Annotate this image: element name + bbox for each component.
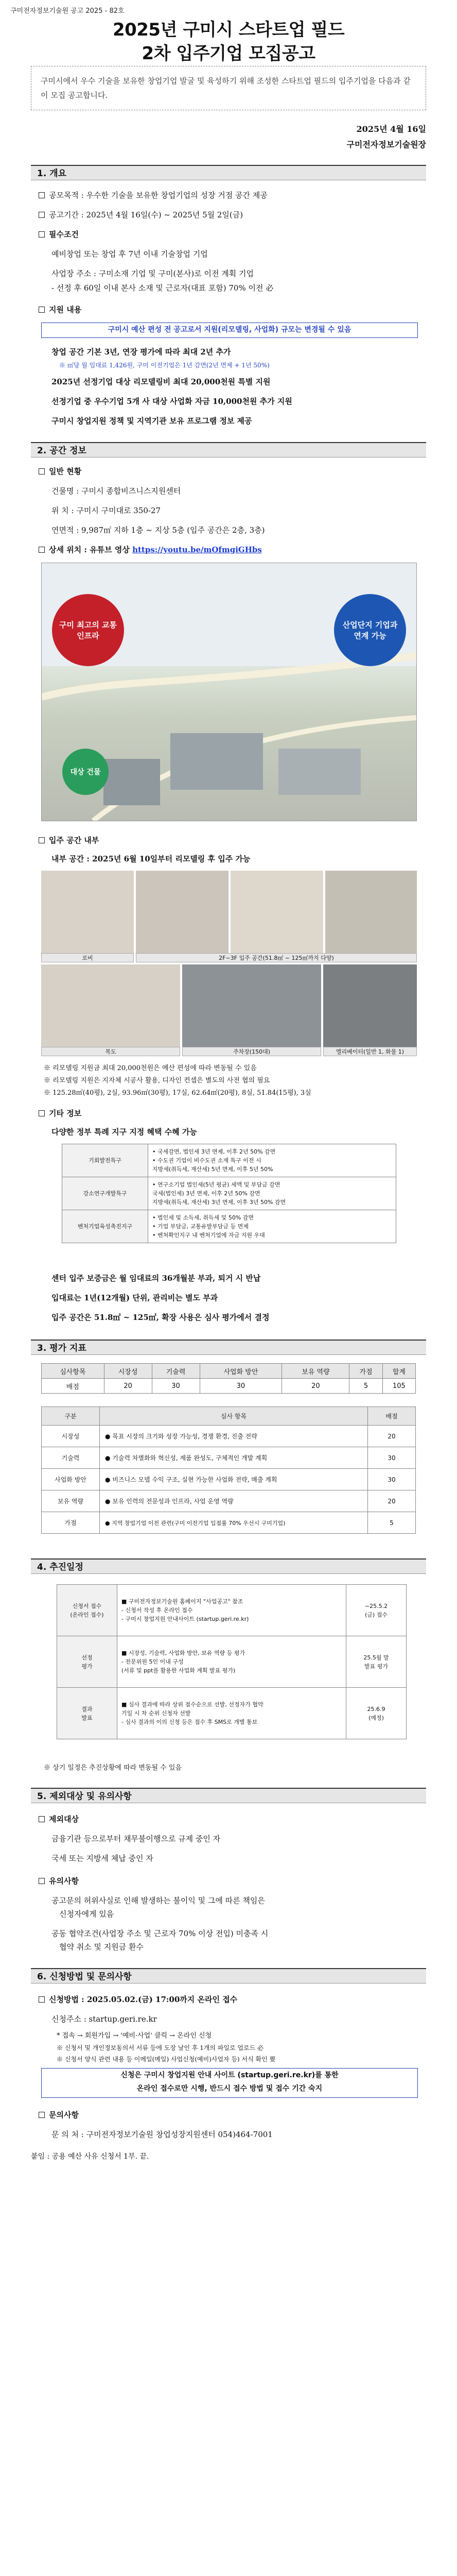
schedule-stage: 신청서 접수 (온라인 접수) bbox=[57, 1585, 117, 1636]
inside-sub: 내부 공간 : 2025년 6월 10일부터 리모델링 후 입주 가능 bbox=[51, 854, 251, 863]
photo-parking bbox=[182, 964, 321, 1047]
table-row bbox=[62, 1144, 396, 1177]
map-badge-transport: 구미 최고의 교통 인프라 bbox=[52, 594, 124, 666]
table-header: 시장성 bbox=[104, 1364, 152, 1379]
intro-text: 구미시에서 우수 기술을 보유한 창업기업 발굴 및 육성하기 위해 조성한 스타트업 필드의 입주기업을 다음과 같이 모집 공고합니다. bbox=[31, 66, 426, 110]
checkbox-icon bbox=[39, 547, 45, 553]
table-header: 구분 bbox=[42, 1407, 100, 1426]
contact-info: 문 의 처 : 구미전자정보기술원 창업성장지원센터 054)464-7001 bbox=[51, 2130, 273, 2139]
apply-flow: * 접속 → 회원가입 → '예비·사업' 클릭 → 온라인 신청 bbox=[57, 2032, 212, 2040]
table-row bbox=[42, 1512, 416, 1534]
req3: - 선정 후 60일 이내 본사 소재 및 근로자(대표 포함) 70% 이전 必 bbox=[51, 283, 274, 293]
zone-desc: • 국세감면, 법인세 3년 면제, 이후 2년 50% 감면 • 수도권 기업이 비수도권 소재 특구 이전 시 지방세(취득세, 재산세) 5년 면제, 이후 5년 50% bbox=[148, 1144, 396, 1177]
caution-title: 유의사항 bbox=[49, 1876, 79, 1886]
section-exclusion: 5. 제외대상 및 유의사항 bbox=[31, 1788, 426, 1803]
zone-name: 강소연구개발특구 bbox=[62, 1177, 148, 1210]
inside-heading bbox=[39, 835, 99, 846]
building-name: 건물명 : 구미시 종합비즈니스지원센터 bbox=[51, 486, 181, 496]
table-header: 보유 역량 bbox=[282, 1364, 349, 1379]
caution-heading bbox=[39, 1875, 79, 1887]
caption-parking: 주차장(150대) bbox=[182, 1047, 321, 1056]
apply-method bbox=[39, 1994, 237, 2005]
table-cell: 기술력 bbox=[42, 1447, 100, 1469]
section-schedule: 4. 추진일정 bbox=[31, 1558, 426, 1574]
req1: 예비창업 또는 창업 후 7년 이내 기술창업 기업 bbox=[51, 249, 208, 259]
table-cell: 사업화 방안 bbox=[42, 1469, 100, 1490]
support-title: 지원 내용 bbox=[49, 305, 82, 314]
checkbox-icon bbox=[39, 1878, 45, 1884]
table-row bbox=[42, 1426, 416, 1447]
score-detail-table bbox=[41, 1406, 416, 1534]
schedule-date: 25.6.9 (예정) bbox=[346, 1688, 407, 1739]
photo-office-3 bbox=[325, 871, 417, 953]
page-subtitle: 2차 입주기업 모집공고 bbox=[142, 43, 315, 64]
requirement-heading bbox=[39, 229, 79, 240]
table-cell: ● 목표 시장의 크기와 성장 가능성, 경쟁 환경, 진출 전략 bbox=[100, 1426, 368, 1447]
table-cell: 5 bbox=[368, 1512, 416, 1534]
zone-table bbox=[62, 1144, 396, 1243]
table-cell: ● 비즈니스 모델 수익 구조, 실현 가능한 사업화 전략, 매출 계획 bbox=[100, 1469, 368, 1490]
footer-attachment: 붙임 : 공용 예산 사유 신청서 1부. 끝. bbox=[31, 2153, 149, 2161]
schedule-stage: 선정 평가 bbox=[57, 1636, 117, 1688]
other-sub: 다양한 정부 특례 지구 지정 혜택 수혜 가능 bbox=[51, 1127, 197, 1137]
table-cell: ● 지역 창업기업 이전 관련(구미 이전기업 입점률 70% 우선시 구미기업) bbox=[100, 1512, 368, 1534]
checkbox-icon bbox=[39, 192, 45, 198]
schedule-table bbox=[57, 1584, 407, 1739]
apply-note-1: ※ 신청서 및 개인정보동의서 서류 등에 도장 날인 후 1개의 파일로 업로드 必 bbox=[57, 2044, 263, 2052]
apply-site: 신청주소 : startup.geri.re.kr bbox=[51, 2014, 157, 2024]
caution-2: 공동 협약조건(사업장 주소 및 근로자 70% 이상 전입) 미충족 시 bbox=[51, 1929, 269, 1938]
budget-banner: 구미시 예산 편성 전 공고로서 지원(리모델링, 사업화) 규모는 변경될 수 있음 bbox=[41, 323, 418, 338]
schedule-date: ~25.5.2 (금) 접수 bbox=[346, 1585, 407, 1636]
photo-corridor bbox=[41, 964, 180, 1047]
checkbox-icon bbox=[39, 1110, 45, 1116]
table-cell: 30 bbox=[368, 1469, 416, 1490]
table-cell: 20 bbox=[368, 1426, 416, 1447]
support-1-note: ※ ㎡당 월 임대료 1,426원, 구미 이전기업은 1년 감면(2년 면제 + 1년 50%) bbox=[59, 362, 270, 369]
remodel-note-1: ※ 리모델링 지원금 최대 20,000천원은 예산 편성에 따라 변동될 수 있음 bbox=[44, 1064, 257, 1072]
table-header: 사업화 방안 bbox=[200, 1364, 282, 1379]
caution-2b: 협약 취소 및 지원금 환수 bbox=[59, 1942, 144, 1952]
section-apply: 6. 신청방법 및 문의사항 bbox=[31, 1968, 426, 1984]
video-row bbox=[39, 544, 262, 555]
other-heading bbox=[39, 1108, 81, 1119]
table-header: 심사 항목 bbox=[100, 1407, 368, 1426]
photo-office-2 bbox=[231, 871, 323, 953]
apply-note-2: ※ 신청서 양식 관련 내용 등 이메일(메일) 사업신청(예비)사업자 등) 서식 확인 要 bbox=[57, 2056, 276, 2063]
building-area: 연면적 : 9,987㎡ 지하 1층 ~ 지상 5층 (입주 공간은 2층, 3층) bbox=[51, 526, 265, 535]
checkbox-icon bbox=[39, 212, 45, 218]
checkbox-icon bbox=[39, 307, 45, 313]
table-row bbox=[42, 1379, 416, 1394]
table-cell: 30 bbox=[368, 1447, 416, 1469]
schedule-note: ※ 상기 일정은 추진상황에 따라 변동될 수 있음 bbox=[44, 1764, 182, 1772]
room-size-note: ※ 125.28㎡(40평), 2실, 93.96㎡(30평), 17실, 62.64㎡(20평), 8실, 51.84(15평), 3실 bbox=[44, 1089, 311, 1097]
inside-title: 입주 공간 내부 bbox=[49, 836, 99, 845]
requirement-title: 필수조건 bbox=[49, 230, 79, 239]
schedule-desc: ■ 심사 결과에 따라 상위 점수순으로 선발, 선정자가 협약 기일 시 차 순위 신청자 선발 - 심사 결과의 이의 신청 등은 접수 후 SMS로 개별 통보 bbox=[117, 1688, 346, 1739]
table-row bbox=[62, 1177, 396, 1210]
purpose-text: 공모목적 : 우수한 기술을 보유한 창업기업의 성장 거점 공간 제공 bbox=[49, 191, 268, 200]
apply-notice-box bbox=[41, 2068, 418, 2098]
schedule-desc: ■ 구미전자정보기술원 홈페이지 "사업공고" 참조 - 신청서 작성 후 온라인 접수 - 구미시 창업지원 안내사이트 (startup.geri.re.kr) bbox=[117, 1585, 346, 1636]
table-cell: 보유 역량 bbox=[42, 1490, 100, 1512]
exclusion-heading bbox=[39, 1814, 79, 1825]
space-size-info: 입주 공간은 51.8㎡ ~ 125㎡, 확장 사용은 심사 평가에서 결정 bbox=[51, 1313, 270, 1322]
zone-name: 기회발전특구 bbox=[62, 1144, 148, 1177]
remodel-note-2: ※ 리모델링 지원은 지자체 시공사 활용, 디자인 컨셉은 별도의 사전 협의 필요 bbox=[44, 1077, 270, 1084]
building-location: 위 치 : 구미시 구미대로 350-27 bbox=[51, 506, 161, 515]
table-header: 배점 bbox=[368, 1407, 416, 1426]
caption-corridor: 복도 bbox=[41, 1047, 180, 1056]
table-cell: ● 보유 인력의 전문성과 인프라, 사업 운영 역량 bbox=[100, 1490, 368, 1512]
caption-elevator: 엘리베이터(일반 1, 화물 1) bbox=[323, 1047, 417, 1056]
section-space: 2. 공간 정보 bbox=[31, 442, 426, 457]
period-row bbox=[39, 209, 243, 221]
schedule-date: 25.5월 말 발표 평가 bbox=[346, 1636, 407, 1688]
apply-notice-line-1: 신청은 구미시 창업지원 안내 사이트 (startup.geri.re.kr)를 통한 bbox=[120, 2071, 339, 2079]
table-row bbox=[57, 1636, 407, 1688]
score-summary-table bbox=[41, 1363, 416, 1394]
caption-office: 2F~3F 입주 공간(51.8㎡ ~ 125㎡까지 다양) bbox=[136, 953, 417, 962]
support-2: 2025년 선정기업 대상 리모델링비 최대 20,000천원 특별 지원 bbox=[51, 377, 271, 386]
table-cell: 5 bbox=[349, 1379, 382, 1394]
schedule-desc: ■ 시장성, 기술력, 사업화 방안, 보유 역량 등 평가 - 전문위원 5인 이내 구성 (서류 및 ppt를 활용한 사업화 계획 발표 평가) bbox=[117, 1636, 346, 1688]
section-evaluation: 3. 평가 지표 bbox=[31, 1340, 426, 1355]
checkbox-icon bbox=[39, 837, 45, 843]
table-header: 가점 bbox=[349, 1364, 382, 1379]
photo-elevator bbox=[323, 964, 417, 1047]
doc-number: 구미전자정보기술원 공고 2025 - 82호 bbox=[10, 7, 125, 15]
table-row bbox=[42, 1490, 416, 1512]
table-cell: 가점 bbox=[42, 1512, 100, 1534]
support-3: 선정기업 중 우수기업 5개 사 대상 사업화 자금 10,000천원 추가 지원 bbox=[51, 397, 292, 406]
rent-info: 입대료는 1년(12개월) 단위, 관리비는 별도 부과 bbox=[51, 1293, 218, 1302]
table-row bbox=[42, 1469, 416, 1490]
youtube-link[interactable]: https://youtu.be/mOfmgiGHbs bbox=[132, 545, 262, 554]
table-row bbox=[42, 1447, 416, 1469]
checkbox-icon bbox=[39, 468, 45, 474]
table-cell: 105 bbox=[382, 1379, 415, 1394]
deposit-info: 센터 입주 보증금은 월 임대료의 36개월분 부과, 퇴거 시 반납 bbox=[51, 1274, 261, 1283]
req2: 사업장 주소 : 구미소재 기업 및 구미(본사)로 이전 계획 기업 bbox=[51, 269, 254, 278]
photo-lobby bbox=[41, 871, 134, 953]
zone-desc: • 연구소기업 법인세(5년 평균) 세액 및 부담금 감면 국세(법인세) 3년 면제, 이후 2년 50% 감면 지방세(취득세, 재산세) 3년 면제, 이후 3년 50% 감면 bbox=[148, 1177, 396, 1210]
table-row bbox=[62, 1210, 396, 1243]
schedule-stage: 결과 발표 bbox=[57, 1688, 117, 1739]
apply-notice-line-2: 온라인 접수로만 시행, 반드시 접수 방법 및 접수 기간 숙지 bbox=[136, 2084, 323, 2093]
caption-lobby: 로비 bbox=[41, 953, 134, 962]
checkbox-icon bbox=[39, 1816, 45, 1822]
checkbox-icon bbox=[39, 1996, 45, 2003]
checkbox-icon bbox=[39, 231, 45, 238]
table-cell: 시장성 bbox=[42, 1426, 100, 1447]
apply-method-text: 신청방법 : 2025.05.02.(금) 17:00까지 온라인 접수 bbox=[49, 1995, 238, 2004]
support-4: 구미시 창업지원 정책 및 지역기관 보유 프로그램 정보 제공 bbox=[51, 416, 252, 426]
contact-title: 문의사항 bbox=[49, 2110, 79, 2120]
general-title: 일반 현황 bbox=[49, 467, 82, 476]
support-1: 창업 공간 기본 3년, 연장 평가에 따라 최대 2년 추가 bbox=[51, 347, 231, 357]
checkbox-icon bbox=[39, 2112, 45, 2118]
photo-office-1 bbox=[136, 871, 228, 953]
aerial-map-image bbox=[41, 563, 417, 821]
general-heading bbox=[39, 466, 81, 477]
page-title: 2025년 구미시 스타트업 필드 bbox=[112, 20, 345, 40]
exclusion-1: 금융기관 등으로부터 채무불이행으로 규제 중인 자 bbox=[51, 1834, 221, 1843]
map-badge-industry: 산업단지 기업과 연계 가능 bbox=[334, 594, 406, 666]
table-header-row bbox=[42, 1364, 416, 1379]
table-cell: 20 bbox=[368, 1490, 416, 1512]
title-block bbox=[31, 18, 426, 65]
caution-1b: 신청자에게 있음 bbox=[59, 1909, 114, 1919]
notice-date: 2025년 4월 16일 bbox=[356, 124, 426, 134]
table-row bbox=[57, 1688, 407, 1739]
purpose-row bbox=[39, 190, 268, 201]
period-text: 공고기간 : 2025년 4월 16일(수) ~ 2025년 5월 2일(금) bbox=[49, 210, 243, 219]
support-heading bbox=[39, 304, 81, 315]
exclusion-title: 제외대상 bbox=[49, 1815, 79, 1824]
other-title: 기타 정보 bbox=[49, 1109, 82, 1118]
map-badge-target: 대상 건물 bbox=[62, 749, 109, 795]
contact-heading bbox=[39, 2109, 79, 2121]
exclusion-2: 국세 또는 지방세 체납 중인 자 bbox=[51, 1854, 153, 1863]
table-cell: ● 기술력 차별화와 혁신성, 제품 완성도, 구체적인 개발 계획 bbox=[100, 1447, 368, 1469]
table-header-row bbox=[42, 1407, 416, 1426]
table-cell: 20 bbox=[104, 1379, 152, 1394]
table-row bbox=[57, 1585, 407, 1636]
table-header: 기술력 bbox=[152, 1364, 200, 1379]
zone-name: 벤처기업육성촉진지구 bbox=[62, 1210, 148, 1243]
section-overview: 1. 개요 bbox=[31, 165, 426, 180]
zone-desc: • 법인세 및 소득세, 취득세 및 50% 감면 • 기업 부담금, 교통유발부담금 등 면제 • 벤처확인지구 내 벤처기업에 자금 지원 우대 bbox=[148, 1210, 396, 1243]
table-cell: 배점 bbox=[42, 1379, 104, 1394]
caution-1: 공고문의 허위사실로 인해 발생하는 불이익 및 그에 따른 책임은 bbox=[51, 1896, 265, 1905]
table-cell: 30 bbox=[200, 1379, 282, 1394]
table-cell: 20 bbox=[282, 1379, 349, 1394]
table-cell: 30 bbox=[152, 1379, 200, 1394]
video-label: 상세 위치 : 유튜브 영상 bbox=[49, 545, 130, 554]
table-header: 합계 bbox=[382, 1364, 415, 1379]
table-header: 심사항목 bbox=[42, 1364, 104, 1379]
notice-org: 구미전자정보기술원장 bbox=[346, 140, 426, 149]
